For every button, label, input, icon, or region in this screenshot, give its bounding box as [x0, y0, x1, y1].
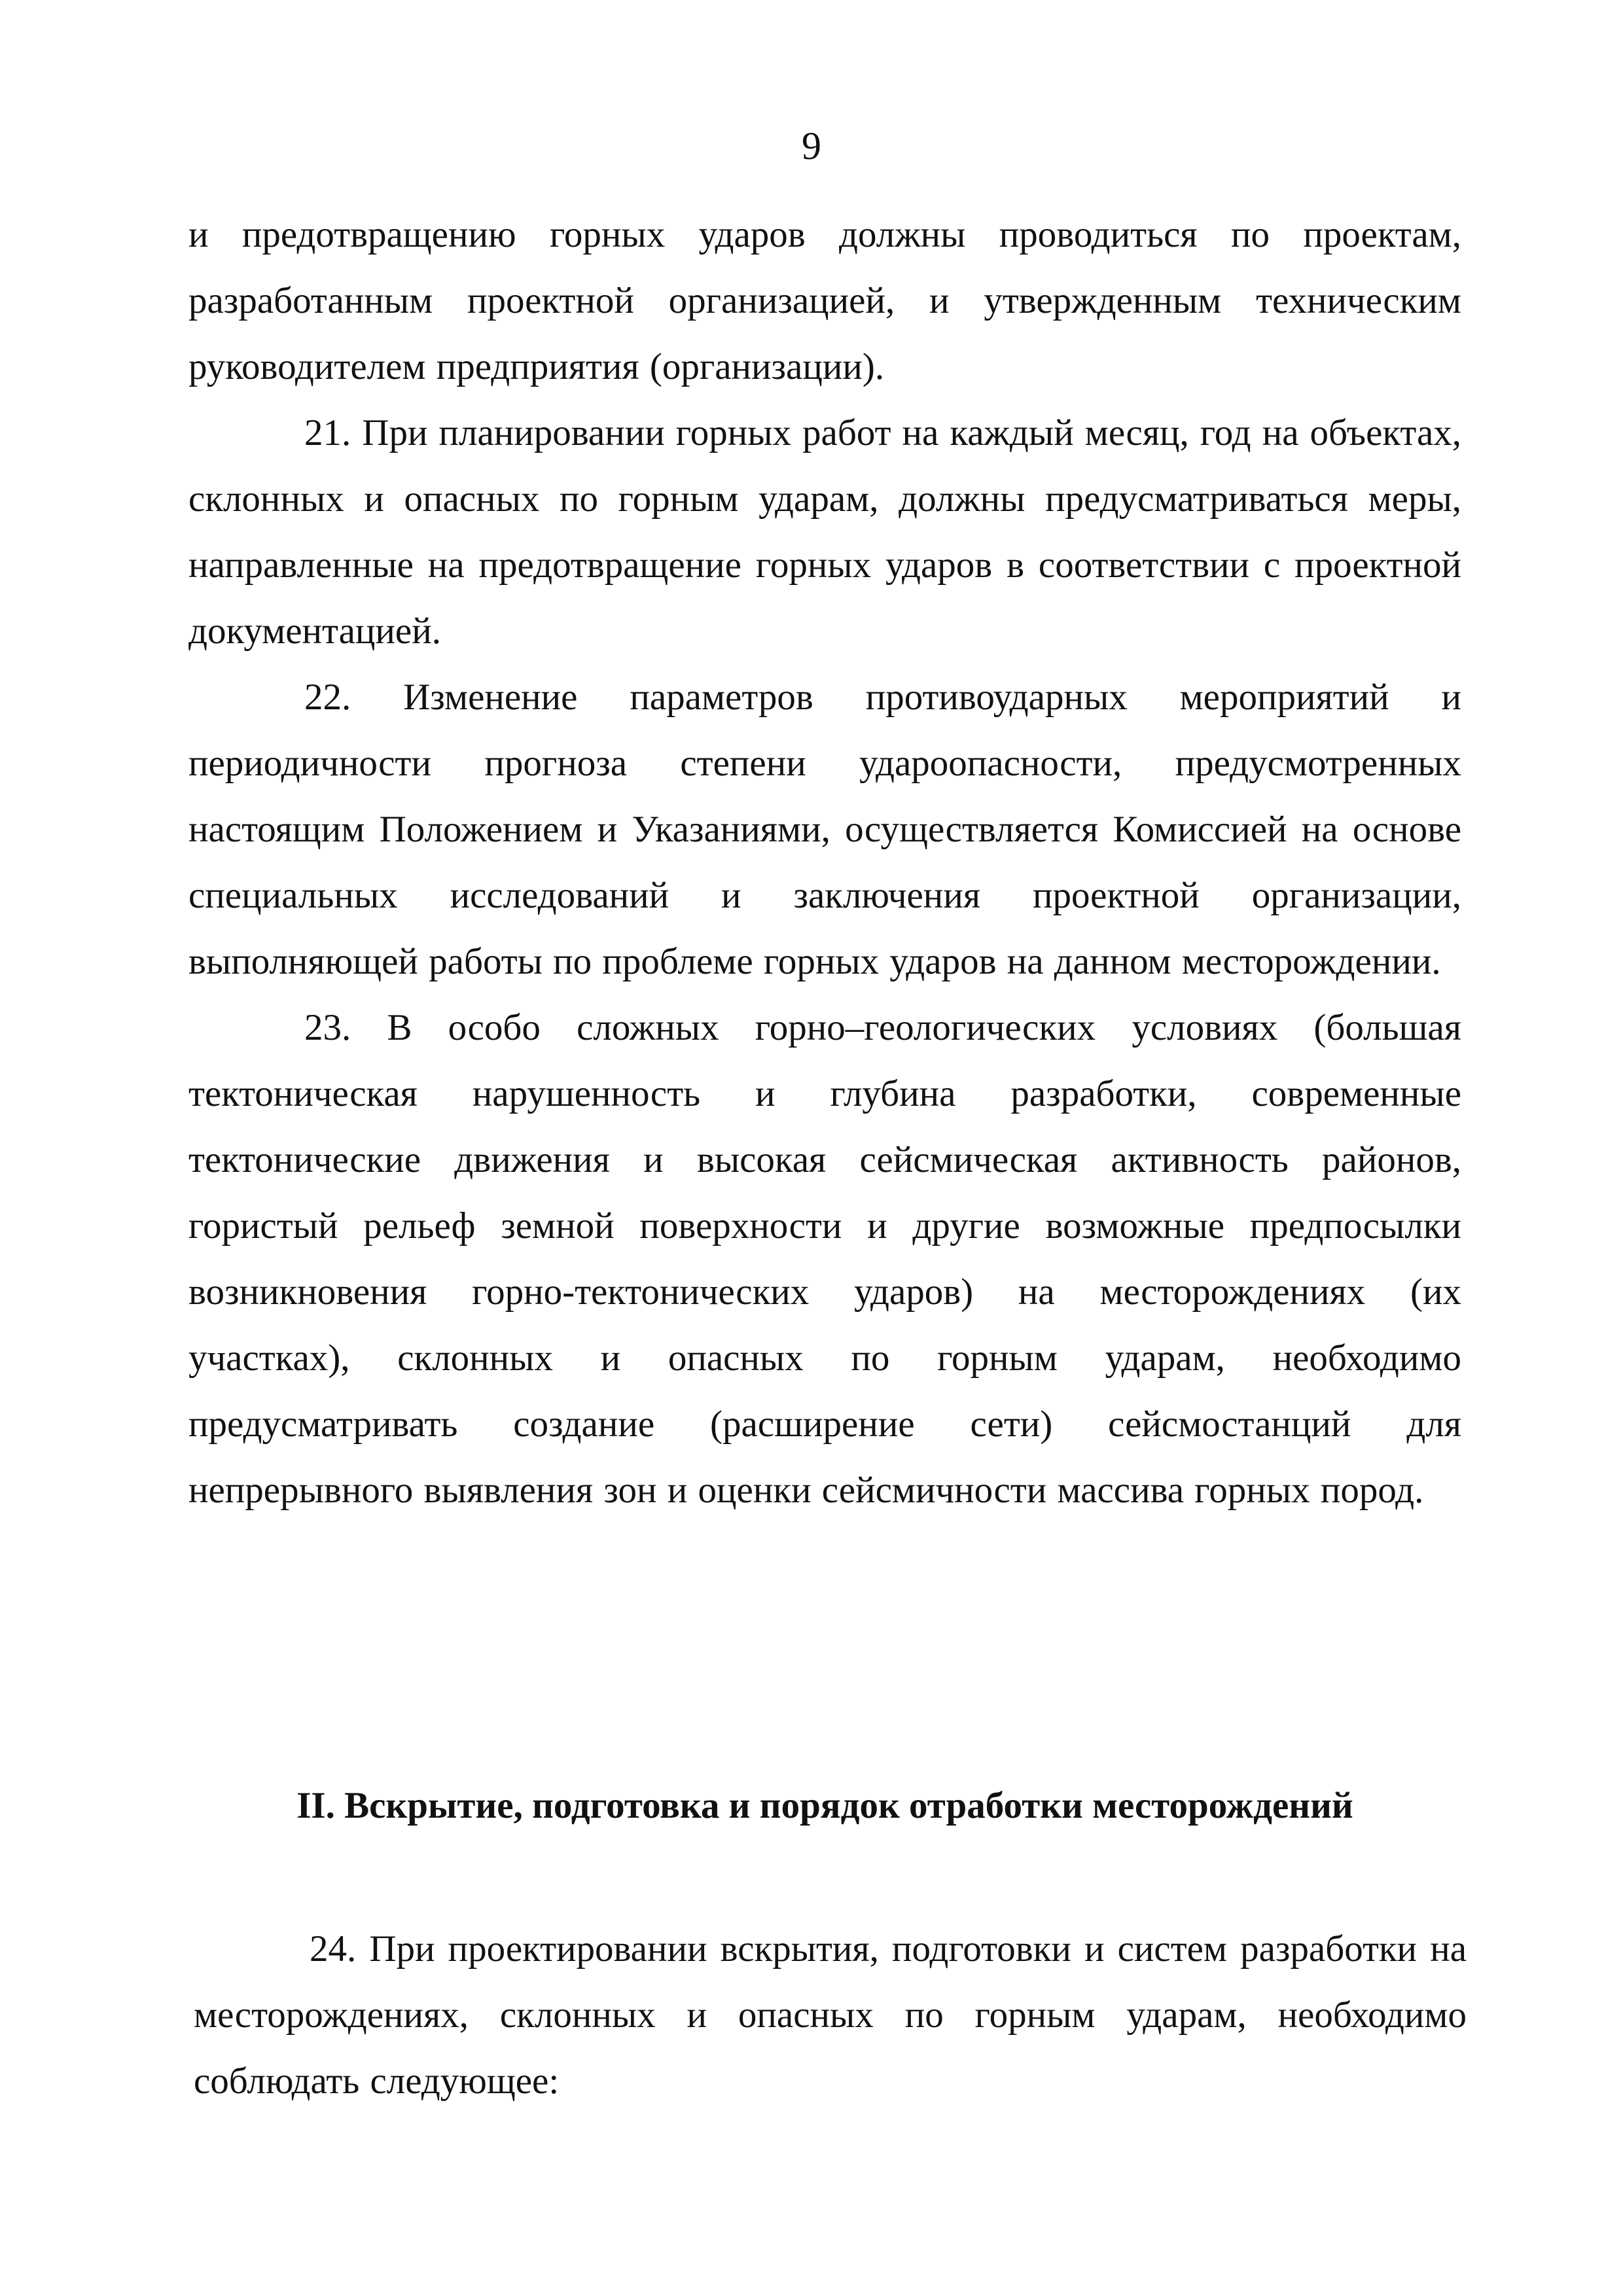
section-heading: II. Вскрытие, подготовка и порядок отработки месторождений — [296, 1785, 1353, 1826]
paragraph-24: 24. При проектировании вскрытия, подготовки и систем разработки на месторождениях, склонных и опасных по горным ударам, необходимо соблюдать следующее: — [194, 1928, 1467, 2102]
paragraph-21: 21. При планировании горных работ на каждый месяц, год на объектах, склонных и опасных по горным ударам, должны предусматриваться меры, направленные на предотвращение горных ударов в соответствии с проектной документацией. — [188, 412, 1461, 652]
page-number: 9 — [802, 124, 821, 168]
paragraph-23: 23. В особо сложных горно–геологических условиях (большая тектоническая нарушенность и глубина разработки, современные тектонические движения и высокая сейсмическая активность районов, гористый рельеф земной поверхности и другие возможные предпосылки возникновения горно-тектонических ударов) на месторождениях (их участках), склонных и опасных по горным ударам, необходимо предусматривать создание (расширение сети) сейсмостанций для непрерывного выявления зон и оценки сейсмичности массива горных пород. — [188, 1007, 1461, 1511]
section-body — [194, 1916, 1467, 2114]
paragraph-continuation: и предотвращению горных ударов должны проводиться по проектам, разработанным проектной организацией, и утвержденным техническим руководителем предприятия (организации). — [188, 214, 1461, 387]
paragraph-22: 22. Изменение параметров противоударных мероприятий и периодичности прогноза степени удароопасности, предусмотренных настоящим Положением и Указаниями, осуществляется Комиссией на основе специальных исследований и заключения проектной организации, выполняющей работы по проблеме горных ударов на данном месторождении. — [188, 677, 1461, 982]
document-body — [188, 202, 1461, 1523]
